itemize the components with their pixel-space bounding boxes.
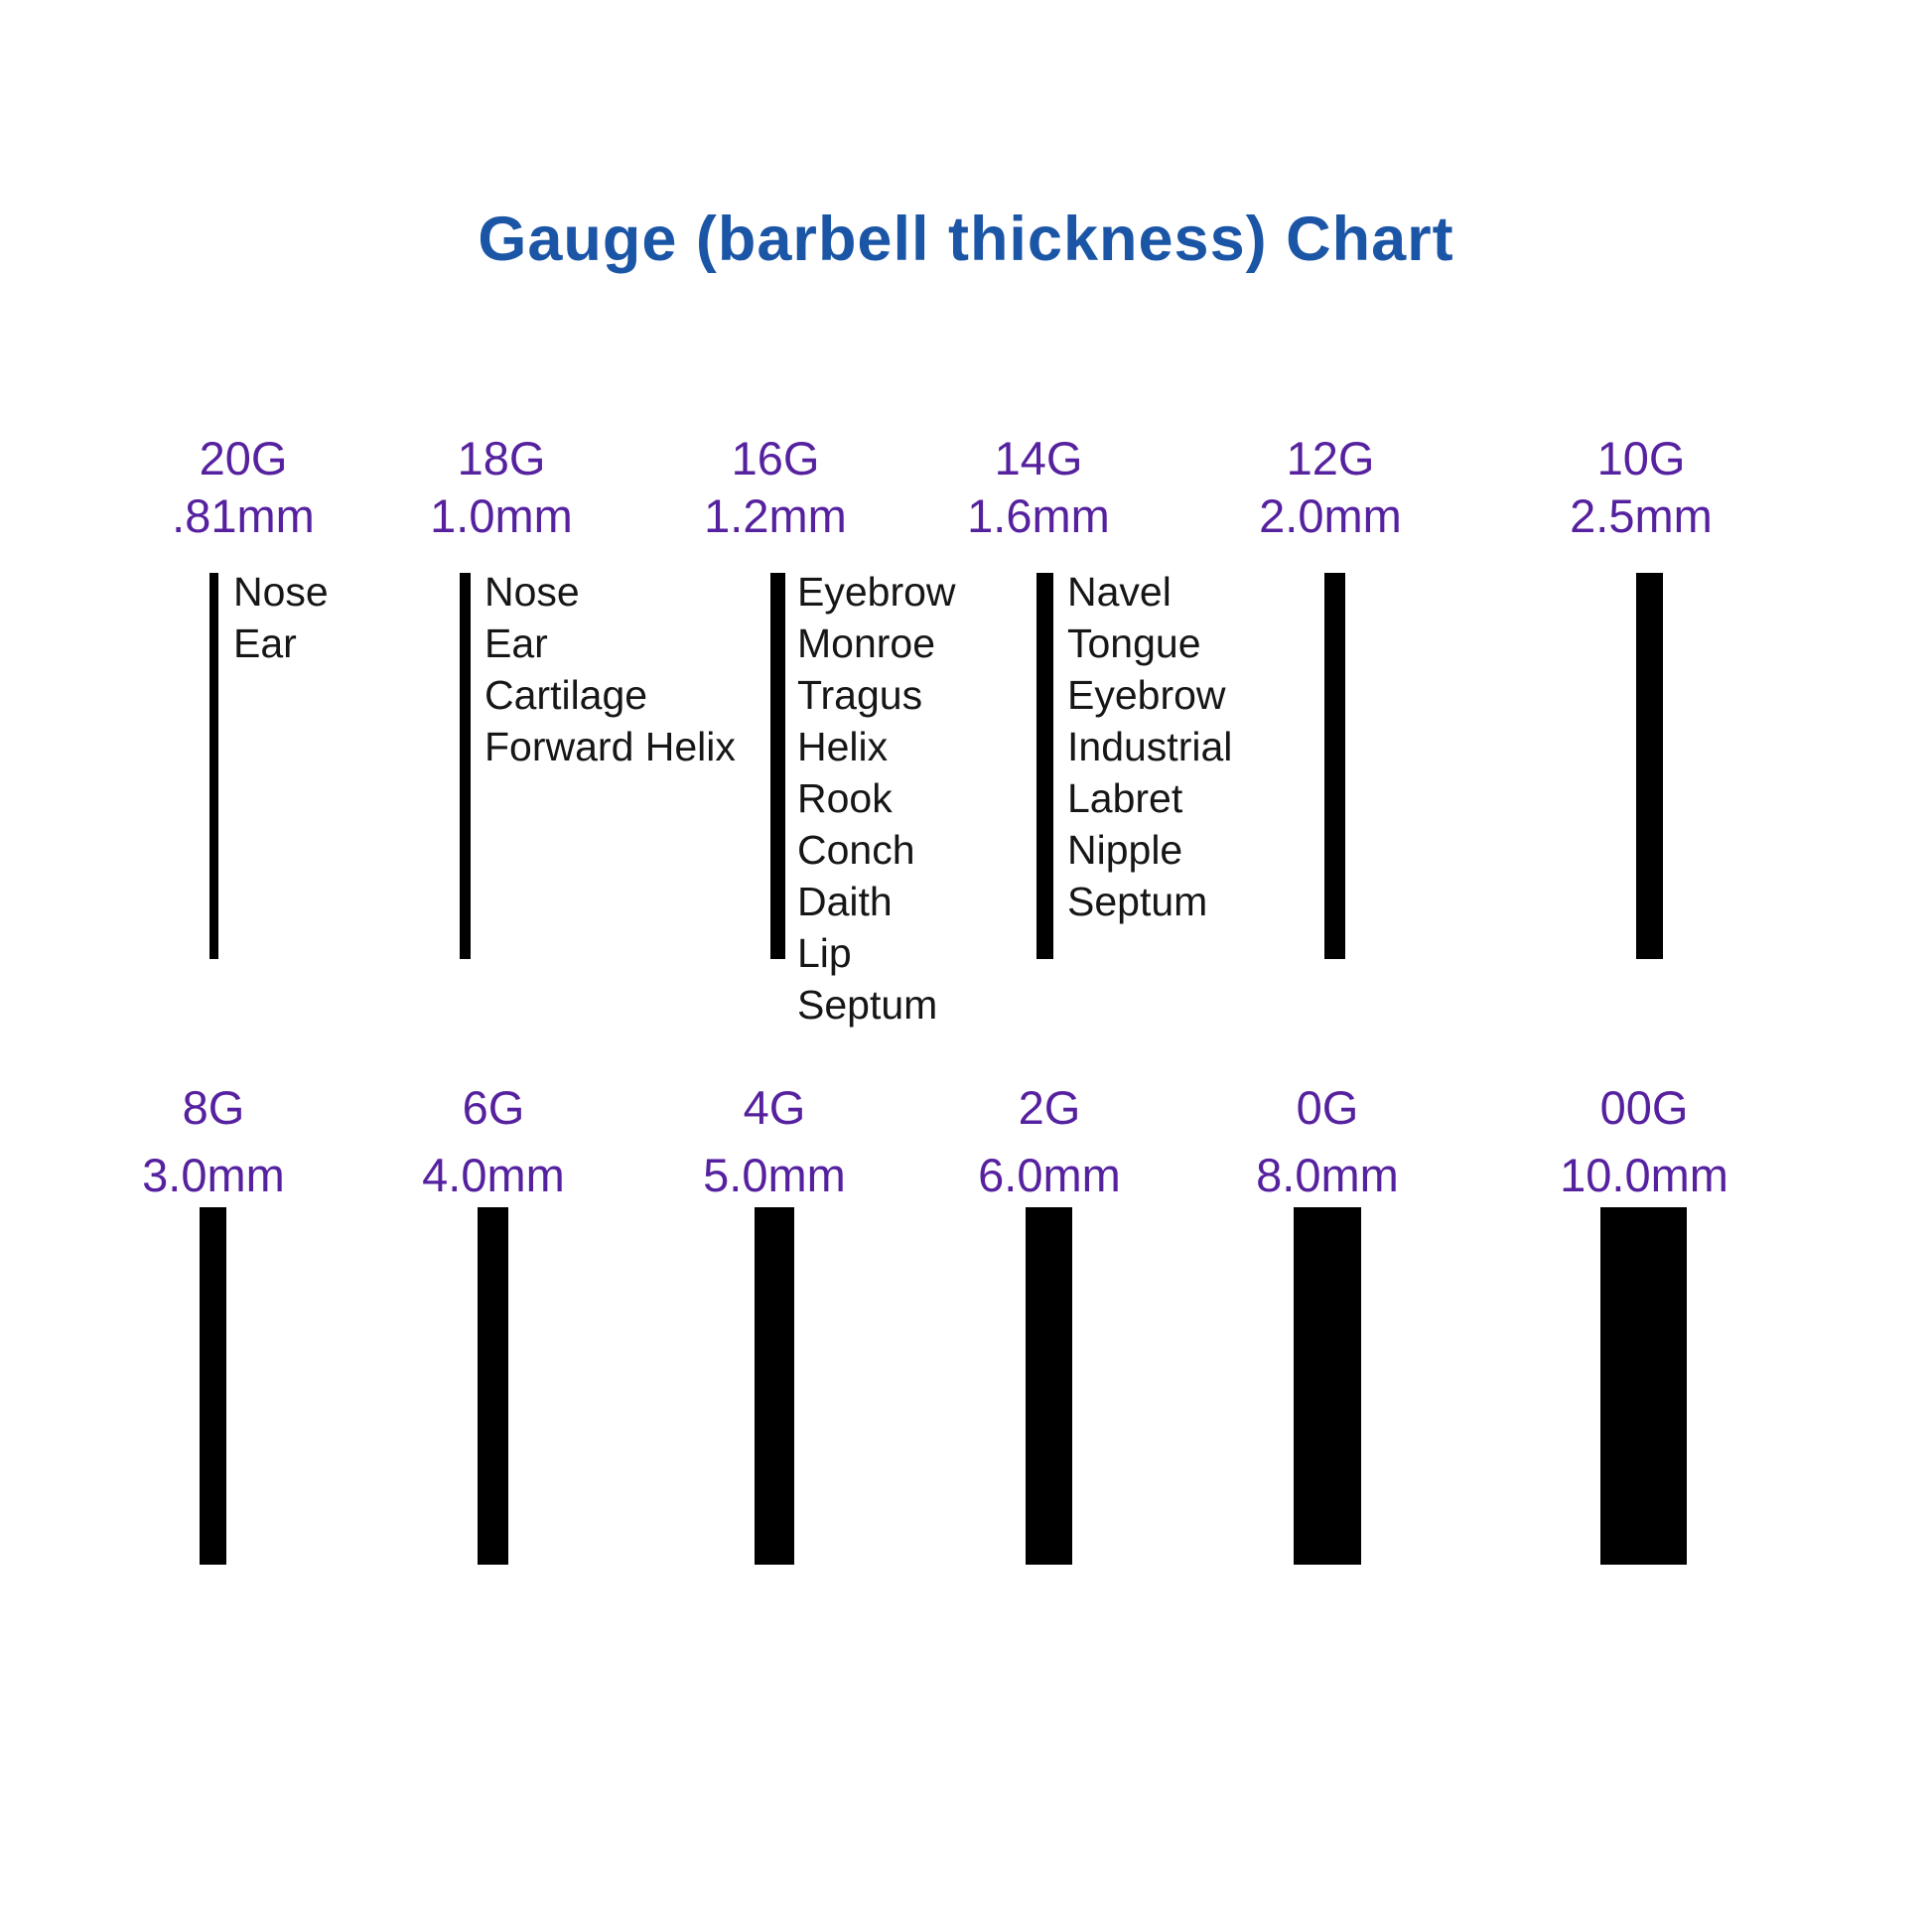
gauge-size-label: 2G bbox=[1018, 1081, 1081, 1134]
gauge-size-label: 10G bbox=[1596, 432, 1686, 484]
gauge-mm-label: 1.2mm bbox=[704, 489, 847, 542]
use-item: Daith bbox=[797, 879, 893, 924]
use-item: Rook bbox=[797, 775, 893, 821]
use-item: Nose bbox=[233, 569, 329, 615]
use-item: Conch bbox=[797, 827, 915, 873]
gauge-size-label: 14G bbox=[994, 432, 1083, 484]
use-item: Monroe bbox=[797, 621, 936, 666]
gauge-mm-label: 1.6mm bbox=[967, 489, 1110, 542]
gauge-bar bbox=[1036, 573, 1053, 959]
gauge-bar bbox=[460, 573, 471, 959]
gauge-mm-label: 5.0mm bbox=[703, 1149, 846, 1201]
gauge-mm-label: 3.0mm bbox=[142, 1149, 285, 1201]
use-item: Cartilage bbox=[484, 672, 648, 718]
gauge-mm-label: 4.0mm bbox=[422, 1149, 565, 1201]
gauge-size-label: 6G bbox=[462, 1081, 525, 1134]
gauge-mm-label: 2.5mm bbox=[1570, 489, 1713, 542]
gauge-size-label: 18G bbox=[457, 432, 546, 484]
chart-title: Gauge (barbell thickness) Chart bbox=[478, 205, 1454, 274]
gauge-bar bbox=[755, 1207, 794, 1565]
gauge-size-label: 16G bbox=[731, 432, 820, 484]
use-item: Ear bbox=[484, 621, 548, 666]
gauge-bar bbox=[770, 573, 785, 959]
use-item: Tongue bbox=[1067, 621, 1201, 666]
gauge-mm-label: 6.0mm bbox=[978, 1149, 1121, 1201]
use-item: Eyebrow bbox=[797, 569, 956, 615]
gauge-label-block bbox=[1465, 1074, 1823, 1209]
gauge-bar bbox=[209, 573, 218, 959]
use-item: Labret bbox=[1067, 775, 1183, 821]
use-item: Nipple bbox=[1067, 827, 1183, 873]
gauge-bar bbox=[200, 1207, 226, 1565]
gauge-uses-list bbox=[1067, 566, 1232, 927]
use-item: Lip bbox=[797, 930, 852, 976]
use-item: Tragus bbox=[797, 672, 923, 718]
gauge-bar bbox=[1600, 1207, 1687, 1565]
gauge-bar bbox=[1636, 573, 1663, 959]
gauge-label-block bbox=[1149, 1074, 1506, 1209]
gauge-mm-label: 2.0mm bbox=[1259, 489, 1402, 542]
use-item: Septum bbox=[797, 982, 938, 1028]
gauge-bar bbox=[1324, 573, 1345, 959]
use-item: Navel bbox=[1067, 569, 1172, 615]
use-item: Septum bbox=[1067, 879, 1208, 924]
use-item: Industrial bbox=[1067, 724, 1233, 769]
gauge-size-label: 8G bbox=[182, 1081, 245, 1134]
gauge-size-label: 20G bbox=[199, 432, 288, 484]
gauge-mm-label: 10.0mm bbox=[1560, 1149, 1728, 1201]
gauge-uses-list bbox=[233, 566, 329, 669]
gauge-mm-label: .81mm bbox=[172, 489, 315, 542]
gauge-bar bbox=[1294, 1207, 1361, 1565]
gauge-size-label: 00G bbox=[1599, 1081, 1689, 1134]
gauge-label-block bbox=[870, 430, 1207, 545]
gauge-label-block bbox=[1162, 430, 1499, 545]
gauge-bar bbox=[478, 1207, 508, 1565]
gauge-bar bbox=[1026, 1207, 1072, 1565]
use-item: Eyebrow bbox=[1067, 672, 1226, 718]
gauge-size-label: 12G bbox=[1286, 432, 1375, 484]
use-item: Ear bbox=[233, 621, 297, 666]
use-item: Forward Helix bbox=[484, 724, 736, 769]
gauge-size-label: 0G bbox=[1296, 1081, 1359, 1134]
gauge-size-label: 4G bbox=[743, 1081, 806, 1134]
use-item: Nose bbox=[484, 569, 580, 615]
gauge-mm-label: 8.0mm bbox=[1256, 1149, 1399, 1201]
use-item: Helix bbox=[797, 724, 889, 769]
gauge-uses-list bbox=[797, 566, 956, 1031]
gauge-mm-label: 1.0mm bbox=[430, 489, 573, 542]
gauge-label-block bbox=[1472, 430, 1810, 545]
gauge-uses-list bbox=[484, 566, 736, 772]
